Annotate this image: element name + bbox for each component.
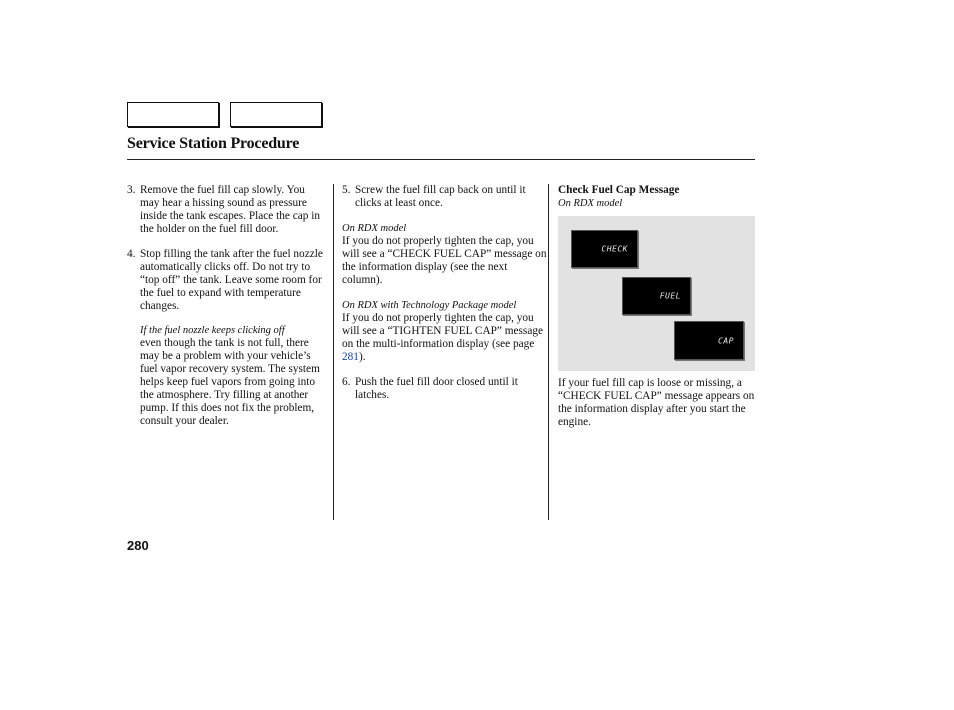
step-4 [127, 248, 325, 313]
note-text: even though the tank is not full, there may be a problem with your vehicle’s fuel vapor recovery system. The system helps keep fuel vapors from going into the atmosphere. Try filling at another pump. If this does not fix the problem, consult your dealer. [140, 337, 320, 427]
step-number: 5. [342, 184, 351, 196]
step-number: 6. [342, 376, 351, 388]
step-text: Stop filling the tank after the fuel nozzle automatically clicks off. Do not try to “top off” the tank. Leave some room for the fuel to expand with temperature changes. [140, 248, 323, 312]
display-fuel [622, 277, 691, 315]
rdx-label: On RDX model [342, 223, 407, 234]
step-number: 4. [127, 248, 136, 260]
section-subheading: On RDX model [558, 198, 623, 209]
page-281-link[interactable]: 281 [342, 351, 359, 363]
note-label: If the fuel nozzle keeps clicking off [140, 325, 285, 336]
display-check [571, 230, 638, 268]
tech-package-note [342, 299, 547, 364]
header-tab-box-1 [127, 102, 219, 127]
column-3 [558, 184, 755, 210]
column-2 [342, 184, 547, 414]
step-text: Push the fuel fill door closed until it latches. [355, 376, 518, 401]
tech-text: If you do not properly tighten the cap, you will see a “TIGHTEN FUEL CAP” message on the multi-information display (see page [342, 312, 543, 350]
display-cap [674, 321, 744, 360]
display-check-text: CHECK [601, 244, 628, 254]
section-heading: Check Fuel Cap Message [558, 184, 680, 196]
tech-label: On RDX with Technology Package model [342, 300, 517, 311]
step-6 [342, 376, 547, 402]
step-text: Screw the fuel fill cap back on until it clicks at least once. [355, 184, 526, 209]
column-1 [127, 184, 325, 440]
display-cap-text: CAP [718, 336, 734, 345]
page-title: Service Station Procedure [127, 135, 300, 152]
tech-text-end: ). [358, 351, 366, 363]
header-tab-box-2 [230, 102, 322, 127]
check-fuel-cap-text: If your fuel fill cap is loose or missing, a “CHECK FUEL CAP” message appears on the information display after you start the engine. [558, 377, 755, 428]
column-divider-2 [548, 184, 549, 520]
step-5 [342, 184, 547, 210]
rdx-note [342, 222, 547, 287]
display-fuel-text: FUEL [659, 291, 681, 301]
step-number: 3. [127, 184, 136, 196]
column-divider-1 [333, 184, 334, 520]
page-number: 280 [127, 538, 149, 553]
clicking-off-note [127, 324, 325, 428]
display-illustration [558, 216, 755, 371]
step-3 [127, 184, 325, 236]
step-text: Remove the fuel fill cap slowly. You may hear a hissing sound as pressure inside the tank escapes. Place the cap in the holder on the fuel fill door. [140, 184, 321, 235]
column-3-body [558, 377, 755, 429]
rdx-text: If you do not properly tighten the cap, you will see a “CHECK FUEL CAP” message on the information display (see the next column). [342, 235, 547, 286]
title-rule [127, 159, 755, 160]
